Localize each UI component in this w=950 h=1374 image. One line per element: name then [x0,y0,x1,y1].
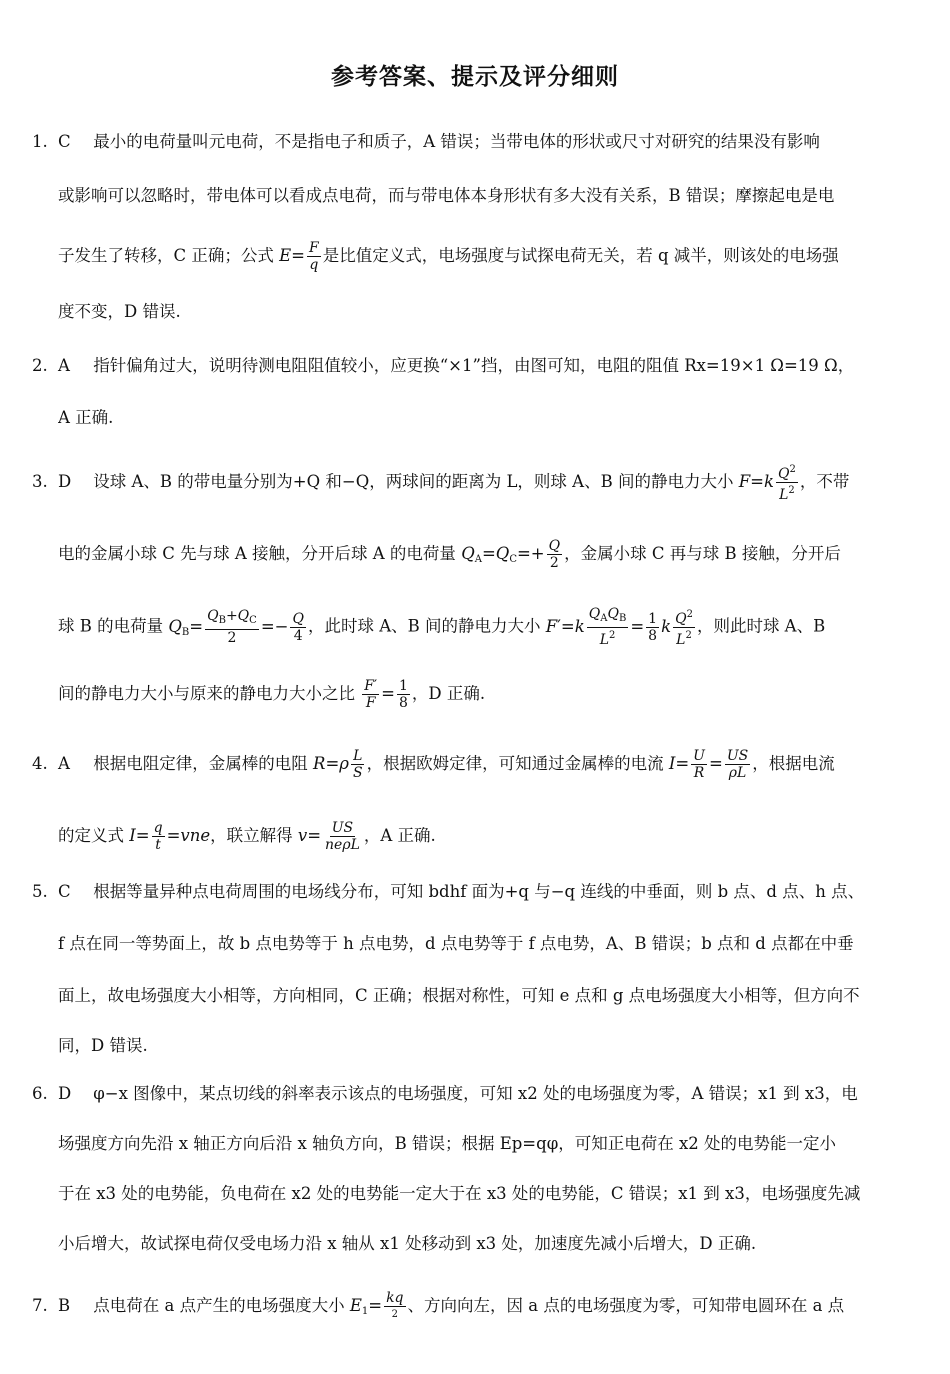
q7-number: 7. [32,1296,48,1315]
q3-line-1 [32,462,918,503]
formula-ohm: I= $\frac{U}{R}$ = $\frac{US}{\rho L}$ [668,748,749,781]
q2-answer: A [58,356,70,375]
q5-line-4: 同，D 错误. [58,1036,148,1055]
q2-line-1 [32,354,918,378]
q1-answer: C [58,132,71,151]
q4-text-2c: ，A 正确. [363,826,436,845]
q1-number: 1. [32,132,48,151]
q5-text-1: 根据等量异种点电荷周围的电场线分布，可知 bdhf 面为+q 与−q 连线的中垂面，则 b 点、d 点、h 点、 [93,882,865,901]
formula-coulomb: F=k $\frac{Q^2}{L^2}$ [738,464,796,503]
q3-text-1a: 设球 A、B 的带电量分别为+Q 和−Q，两球间的距离为 L，则球 A、B 间的静电力大小 [93,472,734,491]
formula-e1: $E_1=$ $\frac{kq}{2}$ [349,1290,404,1320]
q4-answer: A [58,754,70,773]
q1-text-3a: 子发生了转移，C 正确；公式 [58,246,274,265]
q4-text-1b: ，根据欧姆定律，可知通过金属棒的电流 [366,754,664,773]
formula-resistance: R=ρ $\frac{L}{S}$ [313,748,363,781]
q6-line-1 [32,1082,918,1106]
q3-text-3c: ，则此时球 A、B [696,616,826,636]
q6-line-3: 于在 x3 处的电势能，负电荷在 x2 处的电势能一定大于在 x3 处的电势能，C 错误；x1 到 x3，电场强度先减 [58,1184,861,1203]
q3-text-2b: ，金属小球 C 再与球 B 接触，分开后 [564,544,841,563]
q4-text-2a: 的定义式 [58,826,124,845]
q4-line-1 [32,748,918,781]
q1-line-1 [32,130,918,154]
q1-text-1: 最小的电荷量叫元电荷，不是指电子和质子，A 错误；当带电体的形状或尺寸对研究的结果没有影响 [93,132,820,151]
q1-line-3 [58,240,918,273]
q3-text-1b: ，不带 [799,472,850,491]
q3-answer: D [58,472,72,491]
q4-number: 4. [32,754,48,773]
q3-line-2 [58,538,918,572]
q5-number: 5. [32,882,48,901]
q3-text-4a: 间的静电力大小与原来的静电力大小之比 [58,684,355,703]
formula-qb: $Q_B=$ $\frac{Q_B+Q_C}{2}$ =− $\frac{Q}{4}$ [168,608,304,646]
formula-velocity: v= $\frac{US}{\text{neρL}}$ [297,820,360,853]
formula-f-prime: F′=k $\frac{Q_AQ_B}{L^2}$ = $\frac{1}{8}$ k $\frac{Q^2}{L^2}$ [545,606,693,648]
q1-text-3b: 是比值定义式，电场强度与试探电荷无关，若 q 减半，则该处的电场强 [322,246,839,265]
q4-text-2b: ，联立解得 [210,826,293,845]
q6-line-2: 场强度方向先沿 x 轴正方向后沿 x 轴负方向，B 错误；根据 Ep=qφ，可知正电荷在 x2 处的电势能一定小 [58,1134,837,1153]
q5-line-3: 面上，故电场强度大小相等，方向相同，C 正确；根据对称性，可知 e 点和 g 点电场强度大小相等，但方向不 [58,986,860,1005]
formula-qa-qc: $Q_A=Q_C=+$ $\frac{Q}{2}$ [461,538,561,571]
formula-current-def: I= $\frac{q}{t}$ =vne [129,820,211,853]
q1-line-2: 或影响可以忽略时，带电体可以看成点电荷，而与带电体本身形状有多大没有关系，B 错误；摩擦起电是电 [58,186,835,205]
q3-text-4b: ，D 正确. [411,684,486,703]
q4-text-1a: 根据电阻定律，金属棒的电阻 [93,754,308,773]
q3-number: 3. [32,472,48,491]
q7-text-1b: 、方向向左，因 a 点的电场强度为零，可知带电圆环在 a 点 [407,1296,845,1315]
q6-line-4: 小后增大，故试探电荷仅受电场力沿 x 轴从 x1 处移动到 x3 处，加速度先减小后增大，D 正确. [58,1234,757,1253]
q7-line-1 [32,1290,918,1324]
q1-line-4: 度不变，D 错误. [58,302,181,321]
formula-e-f-over-q: E= $\frac{F}{q}$ [279,240,319,273]
q3-line-4 [58,678,918,711]
q5-line-2: f 点在同一等势面上，故 b 点电势等于 h 点电势，d 点电势等于 f 点电势，A、B 错误；b 点和 d 点都在中垂 [58,934,854,953]
q6-text-1: φ−x 图像中，某点切线的斜率表示该点的电场强度，可知 x2 处的电场强度为零，A 错误；x1 到 x3，电 [93,1084,858,1103]
q2-number: 2. [32,356,48,375]
formula-ratio: $\frac{F'}{F}$ = $\frac{1}{8}$ [364,678,408,711]
q3-text-2a: 电的金属小球 C 先与球 A 接触，分开后球 A 的电荷量 [58,544,456,563]
q7-answer: B [58,1296,71,1315]
page-title: 参考答案、提示及评分细则 [331,64,619,90]
q7-text-1a: 点电荷在 a 点产生的电场强度大小 [93,1296,345,1315]
q5-answer: C [58,882,71,901]
q3-text-3a: 球 B 的电荷量 [58,616,164,636]
q2-line-2: A 正确. [58,408,114,427]
q3-text-3b: ，此时球 A、B 间的静电力大小 [307,616,541,636]
q3-line-3 [58,606,918,648]
q2-text-1: 指针偏角过大，说明待测电阻阻值较小，应更换“×1”挡，由图可知，电阻的阻值 Rx=19×1 Ω=19 Ω， [93,356,855,375]
q6-answer: D [58,1084,72,1103]
q4-text-1c: ，根据电流 [752,754,835,773]
q5-line-1 [32,880,918,904]
q4-line-2 [58,820,918,853]
q6-number: 6. [32,1084,48,1103]
